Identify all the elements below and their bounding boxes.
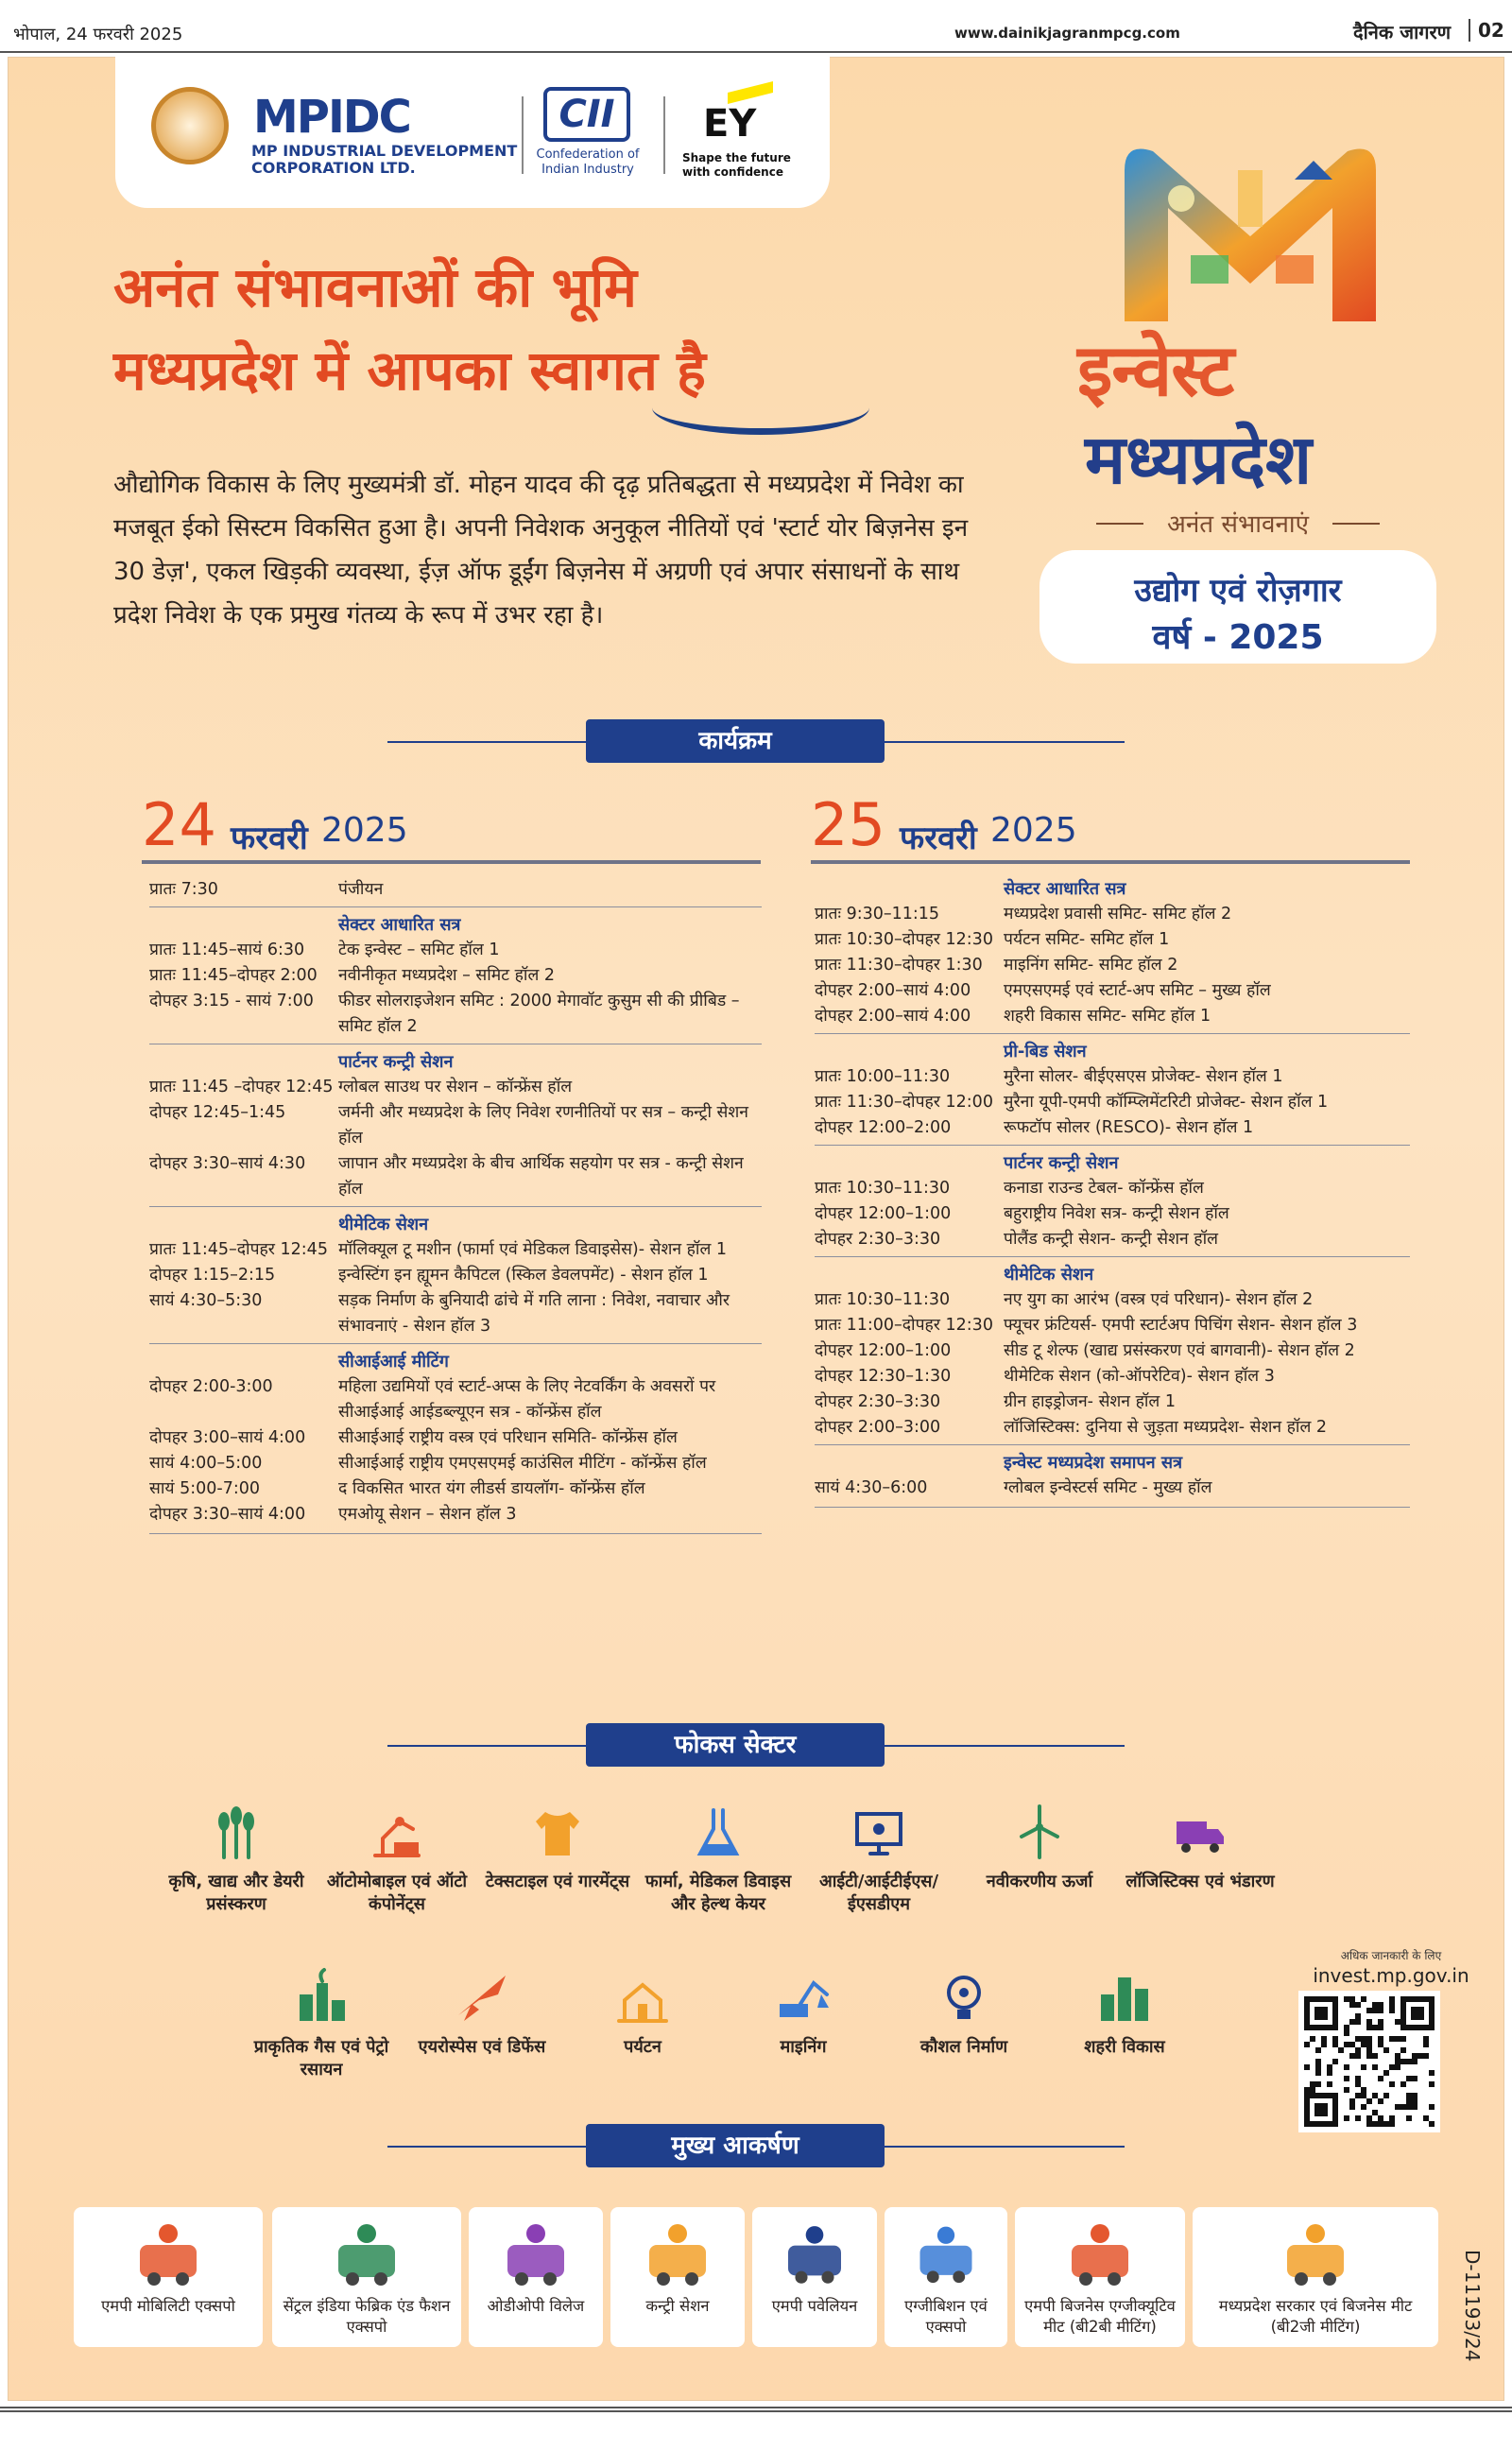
schedule-event: पोलैंड कन्ट्री सेशन- कन्ट्री सेशन हॉल <box>1004 1230 1218 1249</box>
schedule-row <box>815 953 1410 978</box>
day2-schedule <box>815 877 1410 1508</box>
schedule-event: शहरी विकास समिट- समिट हॉल 1 <box>1004 1007 1211 1026</box>
car-robot-icon <box>74 2217 263 2290</box>
logo-divider <box>663 96 665 174</box>
schedule-row <box>149 1075 762 1100</box>
schedule-category: सेक्टर आधारित सत्र <box>149 906 762 938</box>
day2-date-number: 25 <box>811 790 885 859</box>
sector-label: कौशल निर्माण <box>919 2037 1008 2057</box>
schedule-event: एमएसएमई एवं स्टार्ट-अप समिट – मुख्य हॉल <box>1004 981 1271 1000</box>
attraction-label: एमपी बिजनेस एग्जीक्यूटिव मीट (बी2बी मीटिंग) <box>1024 2297 1176 2336</box>
excavator-icon <box>772 1966 834 2028</box>
sector-item <box>633 1801 803 1916</box>
schedule-event: ग्रीन हाइड्रोजन- सेशन हॉल 1 <box>1004 1392 1176 1411</box>
people-exchange-icon <box>610 2217 745 2290</box>
schedule-time: प्रातः 10:30–दोपहर 12:30 <box>815 930 993 949</box>
schedule-event: सीआईआई राष्ट्रीय एमएसएमई काउंसिल मीटिंग - कॉन्फ्रेंस हॉल <box>338 1454 707 1473</box>
attraction-label: एग्जीबिशन एवं एक्सपो <box>904 2297 988 2336</box>
schedule-time: दोपहर 2:00–सायं 4:00 <box>815 981 971 1000</box>
schedule-row <box>815 1176 1410 1201</box>
day2-year: 2025 <box>990 811 1077 850</box>
sector-item <box>236 1966 406 2081</box>
website-url[interactable]: www.dainikjagranmpcg.com <box>954 25 1180 42</box>
sector-item <box>472 1801 643 1893</box>
focus-heading: फोकस सेक्टर <box>586 1723 885 1767</box>
schedule-event: लॉजिस्टिक्स: दुनिया से जुड़ता मध्यप्रदेश- सेशन हॉल 2 <box>1004 1418 1328 1437</box>
sector-label: टेक्सटाइल एवं गारमेंट्स <box>485 1872 630 1891</box>
attractions-heading: मुख्य आकर्षण <box>586 2124 885 2167</box>
schedule-time: प्रातः 10:30–11:30 <box>815 1290 951 1309</box>
schedule-row <box>149 1237 762 1263</box>
sector-label: फार्मा, मेडिकल डिवाइस और हेल्थ केयर <box>644 1872 792 1914</box>
city-date: भोपाल, 24 फरवरी 2025 <box>13 25 183 44</box>
brand-tagline: अनंत संभावनाएं <box>1167 510 1309 539</box>
day2-month: फरवरी <box>900 820 977 857</box>
exhibition-icon <box>885 2217 1007 2290</box>
schedule-row <box>815 1004 1410 1029</box>
schedule-event: सीड टू शेल्फ (खाद्य प्रसंस्करण एवं बागवानी)- सेशन हॉल 2 <box>1004 1341 1355 1360</box>
schedule-event: फ्यूचर फ्रंटियर्स- एमपी स्टार्टअप पिचिंग सेशन- सेशन हॉल 3 <box>1004 1316 1358 1335</box>
sector-label: शहरी विकास <box>1084 2037 1165 2057</box>
schedule-end-rule <box>149 1533 762 1534</box>
day2-rule <box>811 860 1410 864</box>
sector-item <box>558 1966 728 2059</box>
schedule-time: प्रातः 11:45–सायं 6:30 <box>149 941 305 959</box>
sector-label: ऑटोमोबाइल एवं ऑटो कंपोनेंट्स <box>326 1872 468 1914</box>
schedule-time: प्रातः 11:00–दोपहर 12:30 <box>815 1316 993 1335</box>
schedule-row <box>149 938 762 963</box>
tourism-icon <box>611 1966 674 2028</box>
attraction-card <box>610 2207 745 2347</box>
schedule-row <box>149 1451 762 1476</box>
sector-item <box>151 1801 321 1916</box>
schedule-time: सायं 4:30–6:00 <box>815 1478 928 1497</box>
schedule-row <box>815 1415 1410 1441</box>
mpidc-logo: MPIDC <box>253 91 410 144</box>
newspaper-name: दैनिक जागरण <box>1353 21 1452 43</box>
attraction-card <box>1193 2207 1438 2347</box>
wheat-icon <box>205 1801 267 1863</box>
truck-icon <box>1169 1801 1231 1863</box>
schedule-row <box>815 1313 1410 1338</box>
schedule-category: सेक्टर आधारित सत्र <box>1004 879 1126 899</box>
ey-tagline-line1: Shape the future <box>682 151 791 164</box>
sector-label: पर्यटन <box>624 2037 662 2057</box>
schedule-time: सायं 5:00-7:00 <box>149 1479 260 1498</box>
headline-line2: मध्यप्रदेश में आपका स्वागत है <box>113 338 706 403</box>
year-badge-line1: उद्योग एवं रोज़गार <box>1134 572 1342 610</box>
schedule-event: मध्यप्रदेश प्रवासी समिट- समिट हॉल 2 <box>1004 905 1232 923</box>
sector-item <box>794 1801 964 1916</box>
schedule-time: प्रातः 7:30 <box>149 880 218 899</box>
pavilion-icon <box>752 2217 877 2290</box>
more-info-url[interactable]: invest.mp.gov.in <box>1313 1964 1469 1987</box>
sector-item <box>397 1966 567 2059</box>
attraction-label: कन्ट्री सेशन <box>645 2297 710 2315</box>
attraction-card <box>885 2207 1007 2347</box>
sector-item <box>1040 1966 1210 2059</box>
schedule-row <box>815 1090 1410 1115</box>
schedule-time: दोपहर 3:30–सायं 4:30 <box>149 1154 306 1173</box>
schedule-time: दोपहर 2:00-3:00 <box>149 1377 273 1396</box>
sector-label: आईटी/आईटीईएस/ ईएसडीएम <box>818 1872 939 1914</box>
schedule-event: माइनिंग समिट- समिट हॉल 2 <box>1004 956 1178 975</box>
schedule-event: पर्यटन समिट- समिट हॉल 1 <box>1004 930 1170 949</box>
schedule-event: महिला उद्यमियों एवं स्टार्ट-अप्स के लिए नेटवर्किंग के अवसरों पर सीआईआई आईडब्ल्यूएन सत्र - कॉन्फ्रेंस हॉल <box>338 1377 716 1422</box>
tagline-rule <box>1332 523 1380 525</box>
govt-meeting-icon <box>1193 2217 1438 2290</box>
program-heading: कार्यक्रम <box>586 719 885 763</box>
schedule-time: दोपहर 3:30–सायं 4:00 <box>149 1505 306 1524</box>
schedule-time: प्रातः 10:30–11:30 <box>815 1179 951 1198</box>
invest-mp-logo-icon <box>1106 132 1395 331</box>
sector-label: एयरोस्पेस एवं डिफेंस <box>418 2037 546 2057</box>
intro-paragraph: औद्योगिक विकास के लिए मुख्यमंत्री डॉ. मोहन यादव की दृढ़ प्रतिबद्धता से मध्यप्रदेश में निवेश का मजबूत ईको सिस्टम विकसित हुआ है। अपनी निवेशक अनुकूल नीतियों एवं 'स्टार्ट योर बिज़नेस इन 30 डेज़', एकल खिड़की व्यवस्था, ईज़ ऑफ डूईंग बिज़नेस में अग्रणी एवं अपार संसाधनों के साथ प्रदेश निवेश के एक प्रमुख गंतव्य के रूप में उभर रहा है। <box>113 471 969 630</box>
attraction-card <box>74 2207 263 2347</box>
meeting-icon <box>1015 2217 1185 2290</box>
headline-line1: अनंत संभावनाओं की भूमि <box>113 255 637 319</box>
city-icon <box>1093 1966 1156 2028</box>
schedule-category: थीमेटिक सेशन <box>815 1256 1410 1287</box>
schedule-event: बहुराष्ट्रीय निवेश सत्र- कन्ट्री सेशन हॉल <box>1004 1204 1229 1223</box>
schedule-row <box>149 989 762 1040</box>
schedule-event: थीमेटिक सेशन (को-ऑपरेटिव)- सेशन हॉल 3 <box>1004 1367 1275 1386</box>
day1-schedule <box>149 877 762 1534</box>
sector-label: प्राकृतिक गैस एवं पेट्रो रसायन <box>253 2037 389 2080</box>
mpidc-name-line2: CORPORATION LTD. <box>251 159 416 177</box>
cii-name-line1: Confederation of <box>536 147 640 162</box>
day1-rule <box>142 860 761 864</box>
schedule-row <box>815 902 1410 927</box>
schedule-event: ग्लोबल इन्वेस्टर्स समिट - मुख्य हॉल <box>1004 1478 1212 1497</box>
map-check-icon <box>469 2217 603 2290</box>
schedule-time: प्रातः 11:45–दोपहर 12:45 <box>149 1240 328 1259</box>
skill-bulb-icon <box>933 1966 995 2028</box>
computer-icon <box>848 1801 910 1863</box>
schedule-row <box>815 1338 1410 1364</box>
schedule-row <box>149 1374 762 1425</box>
schedule-time: दोपहर 12:45–1:45 <box>149 1103 286 1122</box>
schedule-row <box>149 1100 762 1151</box>
page-number: 02 <box>1469 19 1504 42</box>
schedule-event: मुरैना सोलर- बीईएसएस प्रोजेक्ट- सेशन हॉल 1 <box>1004 1067 1283 1086</box>
schedule-time: दोपहर 2:30–3:30 <box>815 1392 941 1411</box>
sector-item <box>312 1801 482 1916</box>
ey-logo: EY <box>703 102 757 146</box>
schedule-row <box>815 1364 1410 1389</box>
schedule-row <box>815 1389 1410 1415</box>
schedule-event: जर्मनी और मध्यप्रदेश के लिए निवेश रणनीतियों पर सत्र – कन्ट्री सेशन हॉल <box>338 1103 748 1148</box>
day1-year: 2025 <box>321 811 408 850</box>
attraction-label: ओडीओपी विलेज <box>487 2297 585 2315</box>
schedule-row <box>149 1502 762 1528</box>
ey-tagline-line2: with confidence <box>682 165 783 179</box>
schedule-category: थीमेटिक सेशन <box>149 1206 762 1237</box>
brand-word-madhyapradesh: मध्यप्रदेश <box>1085 419 1313 499</box>
sector-label: लॉजिस्टिक्स एवं भंडारण <box>1125 1872 1275 1891</box>
attraction-label: मध्यप्रदेश सरकार एवं बिजनेस मीट (बी2जी मीटिंग) <box>1218 2297 1413 2336</box>
schedule-row <box>815 1201 1410 1227</box>
schedule-row <box>149 963 762 989</box>
schedule-time: दोपहर 12:30–1:30 <box>815 1367 952 1386</box>
schedule-event: कनाडा राउन्ड टेबल- कॉन्फ्रेंस हॉल <box>1004 1179 1204 1198</box>
schedule-row <box>149 877 762 903</box>
mp-government-emblem-icon <box>151 87 229 164</box>
schedule-row <box>815 1115 1410 1141</box>
wind-turbine-icon <box>1008 1801 1071 1863</box>
schedule-time: सायं 4:00–5:00 <box>149 1454 263 1473</box>
schedule-row <box>149 1425 762 1451</box>
sector-item <box>954 1801 1125 1893</box>
schedule-event: सड़क निर्माण के बुनियादी ढांचे में गति लाना : निवेश, नवाचार और संभावनाएं - सेशन हॉल 3 <box>338 1291 730 1336</box>
mpidc-name-line1: MP INDUSTRIAL DEVELOPMENT <box>251 142 518 160</box>
schedule-row <box>815 927 1410 953</box>
schedule-row <box>815 1287 1410 1313</box>
schedule-event: नए युग का आरंभ (वस्त्र एवं परिधान)- सेशन हॉल 2 <box>1004 1290 1314 1309</box>
more-info-label: अधिक जानकारी के लिए <box>1340 1949 1442 1962</box>
sector-label: कृषि, खाद्य और डेयरी प्रसंस्करण <box>168 1872 304 1914</box>
schedule-row <box>149 1151 762 1202</box>
cii-logo: CII <box>543 87 630 142</box>
sector-item <box>879 1966 1049 2059</box>
schedule-time: दोपहर 12:00–1:00 <box>815 1341 952 1360</box>
schedule-event: इन्वेस्टिंग इन ह्यूमन कैपिटल (स्किल डेवलपमेंट) - सेशन हॉल 1 <box>338 1266 709 1285</box>
schedule-time: प्रातः 11:45 –दोपहर 12:45 <box>149 1078 334 1096</box>
schedule-time: दोपहर 12:00–2:00 <box>815 1118 952 1137</box>
jet-icon <box>451 1966 513 2028</box>
sector-item <box>1115 1801 1285 1893</box>
schedule-event: द विकसित भारत यंग लीडर्स डायलॉग- कॉन्फ्रेंस हॉल <box>338 1479 645 1498</box>
schedule-event: ग्लोबल साउथ पर सेशन – कॉन्फ्रेंस हॉल <box>338 1078 573 1096</box>
attraction-card <box>469 2207 603 2347</box>
schedule-row <box>815 1227 1410 1252</box>
logo-divider <box>522 96 524 174</box>
day1-date-number: 24 <box>142 790 216 859</box>
schedule-time: प्रातः 11:45–दोपहर 2:00 <box>149 966 318 985</box>
schedule-time: दोपहर 3:00–सायं 4:00 <box>149 1428 306 1447</box>
sector-label: नवीकरणीय ऊर्जा <box>986 1872 1093 1891</box>
fabric-icon <box>272 2217 461 2290</box>
shirt-icon <box>526 1801 589 1863</box>
schedule-event: रूफटॉप सोलर (RESCO)- सेशन हॉल 1 <box>1004 1118 1254 1137</box>
schedule-category: सीआईआई मीटिंग <box>149 1343 762 1374</box>
brand-word-invest: इन्वेस्ट <box>1077 328 1234 412</box>
page-bottom-rule <box>0 2407 1512 2412</box>
schedule-event: मॉलिक्यूल टू मशीन (फार्मा एवं मेडिकल डिवाइसेस)- सेशन हॉल 1 <box>338 1240 728 1259</box>
newspaper-masthead <box>0 0 1512 53</box>
schedule-time: दोपहर 12:00–1:00 <box>815 1204 952 1223</box>
refinery-icon <box>290 1966 352 2028</box>
schedule-row <box>149 1263 762 1288</box>
sector-item <box>718 1966 888 2059</box>
schedule-time: प्रातः 10:00–11:30 <box>815 1067 951 1086</box>
schedule-time: दोपहर 2:00–3:00 <box>815 1418 941 1437</box>
schedule-time: दोपहर 3:15 - सायं 7:00 <box>149 992 314 1010</box>
schedule-time: दोपहर 2:00–सायं 4:00 <box>815 1007 971 1026</box>
schedule-row <box>149 1288 762 1339</box>
schedule-event: टेक इन्वेस्ट – समिट हॉल 1 <box>338 941 500 959</box>
attraction-card <box>272 2207 461 2347</box>
attraction-label: सेंट्रल इंडिया फेब्रिक एंड फैशन एक्सपो <box>283 2297 451 2336</box>
robot-arm-icon <box>366 1801 428 1863</box>
flask-icon <box>687 1801 749 1863</box>
attraction-card <box>752 2207 877 2347</box>
schedule-event: सीआईआई राष्ट्रीय वस्त्र एवं परिधान समिति- कॉन्फ्रेंस हॉल <box>338 1428 678 1447</box>
schedule-event: जापान और मध्यप्रदेश के बीच आर्थिक सहयोग पर सत्र - कन्ट्री सेशन हॉल <box>338 1154 744 1199</box>
schedule-category: प्री-बिड सेशन <box>815 1033 1410 1064</box>
schedule-category: पार्टनर कन्ट्री सेशन <box>149 1044 762 1075</box>
schedule-time: दोपहर 2:30–3:30 <box>815 1230 941 1249</box>
schedule-row <box>815 1064 1410 1090</box>
schedule-event: एमओयू सेशन – सेशन हॉल 3 <box>338 1505 517 1524</box>
schedule-time: प्रातः 11:30–दोपहर 1:30 <box>815 956 983 975</box>
schedule-time: दोपहर 1:15–2:15 <box>149 1266 276 1285</box>
schedule-row <box>815 978 1410 1004</box>
schedule-event: नवीनीकृत मध्यप्रदेश – समिट हॉल 2 <box>338 966 556 985</box>
attraction-card <box>1015 2207 1185 2347</box>
schedule-time: प्रातः 11:30–दोपहर 12:00 <box>815 1093 993 1112</box>
schedule-category: पार्टनर कन्ट्री सेशन <box>815 1145 1410 1176</box>
day1-month: फरवरी <box>231 820 308 857</box>
schedule-row <box>149 1476 762 1502</box>
sector-label: माइनिंग <box>780 2037 827 2057</box>
schedule-category: इन्वेस्ट मध्यप्रदेश समापन सत्र <box>815 1444 1410 1476</box>
schedule-event: मुरैना यूपी-एमपी कॉम्प्लिमेंटरिटी प्रोजेक्ट- सेशन हॉल 1 <box>1004 1093 1329 1112</box>
year-badge-line2: वर्ष - 2025 <box>1152 618 1324 657</box>
qr-code-icon[interactable] <box>1298 1991 1440 2132</box>
attraction-label: एमपी पवेलियन <box>771 2297 858 2315</box>
schedule-event: फीडर सोलराइजेशन समिट : 2000 मेगावॉट कुसुम सी की प्रीबिड – समिट हॉल 2 <box>338 992 740 1036</box>
attraction-label: एमपी मोबिलिटी एक्सपो <box>101 2297 235 2315</box>
schedule-row <box>815 1476 1410 1501</box>
schedule-time: प्रातः 9:30–11:15 <box>815 905 940 923</box>
ad-code: D-11193/24 <box>1461 2250 1484 2362</box>
schedule-event: पंजीयन <box>338 880 384 899</box>
schedule-end-rule <box>815 1507 1410 1508</box>
schedule-time: सायं 4:30–5:30 <box>149 1291 263 1310</box>
cii-name-line2: Indian Industry <box>541 163 634 177</box>
